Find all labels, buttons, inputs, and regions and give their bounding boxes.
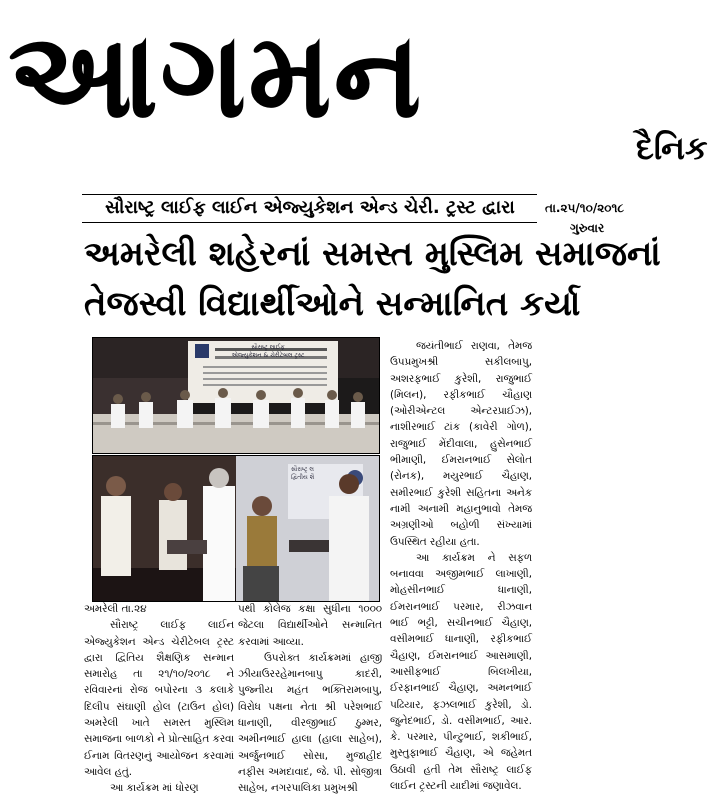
issue-date: તા.૨૫/૧૦/૨૦૧૮ xyxy=(545,201,625,215)
masthead-daily-label: દૈનિક xyxy=(636,129,708,167)
subtitle-bottom-rule xyxy=(82,222,537,223)
masthead-title: આગમન xyxy=(8,6,424,144)
stage-banner-line-1: સૌરાષ્ટ્ર લાઈફ xyxy=(251,344,285,351)
article-dateline: અમરેલી તા.૨૪ xyxy=(84,603,147,615)
subtitle-top-rule xyxy=(82,194,537,195)
headline-line-2: તેજસ્વી વિદ્યાર્થીઓને સન્માનિત કર્યા xyxy=(84,284,581,324)
stage-photo xyxy=(92,337,380,454)
article-column-middle xyxy=(238,601,382,809)
trust-subtitle: સૌરાષ્ટ્ર લાઈફ લાઈન એજ્યુકેશન એન્ડ ચેરી. ટ્રસ્ટ દ્વારા xyxy=(105,197,515,218)
middle-column-paragraph-2: ઉપરોક્ત કાર્યક્રમમાં હાજી ઝીયાઉરરહેમાનબાપુ કાદરી, પુજ્નીય મહંત ભક્તિરામબાપુ, વિરોધ પક્ષના નેતા શ્રી પરેશભાઈ ધાનાણી, વીરજીભાઈ ઠુમ્મર, અમીનભાઈ હાલા (હાલા સાહેબ), અર્જુનભાઈ સોસા, મુજાહીદ નફીસ અમદાવાદ, જે. પી. સોજીત્રા સાહેબ, નગરપાલિકા પ્રમુખશ્રી xyxy=(238,651,382,795)
right-column-paragraph-1: જયંતીભાઈ રાણવા, તેમજ ઉપપ્રમુખશ્રી સકીલબાપુ, અશરફભાઈ કુરેશી, રાજુભાઈ (મિલન), રફીકભાઈ ચૌહાણ (ઓરીએન્ટલ એન્ટરપ્રાઈઝ), નાશીરભાઈ ટાંક (કાવેરી ગોળ), રાજુભાઈ મેંદીવાલા, હુસેનભાઈ ભીમાણી, ઈમરાનભાઈ સેલોત (રોનક), મયુરભાઈ ચૈહાણ, સમીરભાઈ કુરેશી સહિતના અનેક નામી અનામી મહાનુભાવો તેમજ અગ્રણીઓ બહોળી સંખ્યામાં ઉપસ્થિત રહીયા હતા. xyxy=(390,340,532,548)
middle-column-paragraph-1: પથી કોલેજ કક્ષા સુધીના ૧૦૦૦ જેટલા વિદ્યાર્થીઓને સન્માનિત કરવામાં આવ્યા. xyxy=(238,603,382,648)
stage-banner-line-2: એજ્યુકેશન & ચેરીટેબલ ટ્રસ્ટ xyxy=(231,352,305,359)
award-backdrop-line-1: સૌરાષ્ટ્ર લ xyxy=(291,466,314,473)
issue-day: ગુરુવાર xyxy=(570,221,605,235)
left-column-paragraph-2: આ કાર્યક્રમ માં ધોરણ xyxy=(110,782,199,795)
right-column-paragraph-2: આ કાર્યક્રમ ને સફળ બનાવવા અજીમભાઈ લાખાણી, મોહસીનભાઈ ધાનાણી, ઈમરાનભાઈ પરમાર, રીઝવાન ભાઈ ભટ્ટી, સચીનભાઈ ચૈહાણ, વસીમભાઈ ધાનાણી, રફીકભાઈ ચૈહાણ, ઈમરાનભાઈ આસમાણી, આસીફભાઈ બિલખીયા, ઈરફાનભાઈ ચૈહાણ, અમનભાઈ પઢિયાર, ફઝલભાઈ કુરેશી, ડો. જુનેદભાઈ, ડો. વસીમભાઈ, આર. કે. પરમાર, પીન્ટુભાઈ, શકીભાઈ, મુસ્તુફાભાઈ ચૈહાણ, એ જહેમત ઉઠાવી હતી તેમ સૌરાષ્ટ્ર લાઈફ લાઈન ટ્રસ્ટની યાદીમાં જણાવેલ. xyxy=(390,551,532,793)
award-backdrop-text xyxy=(291,466,314,482)
headline-line-1: અમરેલી શહેરનાં સમસ્ત મુસ્લિમ સમાજનાં xyxy=(84,234,661,274)
award-photo-graphic xyxy=(93,456,379,601)
article-column-left xyxy=(84,601,234,809)
award-backdrop-line-2: દ્વિતીય શૈ xyxy=(291,474,315,481)
stage-banner-text xyxy=(213,344,323,360)
article-column-right xyxy=(390,338,532,808)
left-column-paragraph-1: સૌરાષ્ટ્ર લાઈફ લાઈન એજ્યુકેશન એન્ડ ચેરીટેબલ ટ્રસ્ટ દ્વારા દ્વિતિય શૈક્ષણિક સન્માન સમારોહ તા ૨૧/૧૦/૨૦૧૮ ને રવિવારનાં રોજ બપોરના ૩ કલાકે દિલીપ સંઘાણી હોલ (ટાઉન હોલ) અમરેલી ખાતે સમસ્ત મુસ્લિમ સમાજના બાળકો ને પ્રોત્સાહિત કરવા ઈનામ વિતરણનું આયોજન કરવામાં આવેલ હતું. xyxy=(84,619,234,778)
award-photo xyxy=(92,455,380,602)
